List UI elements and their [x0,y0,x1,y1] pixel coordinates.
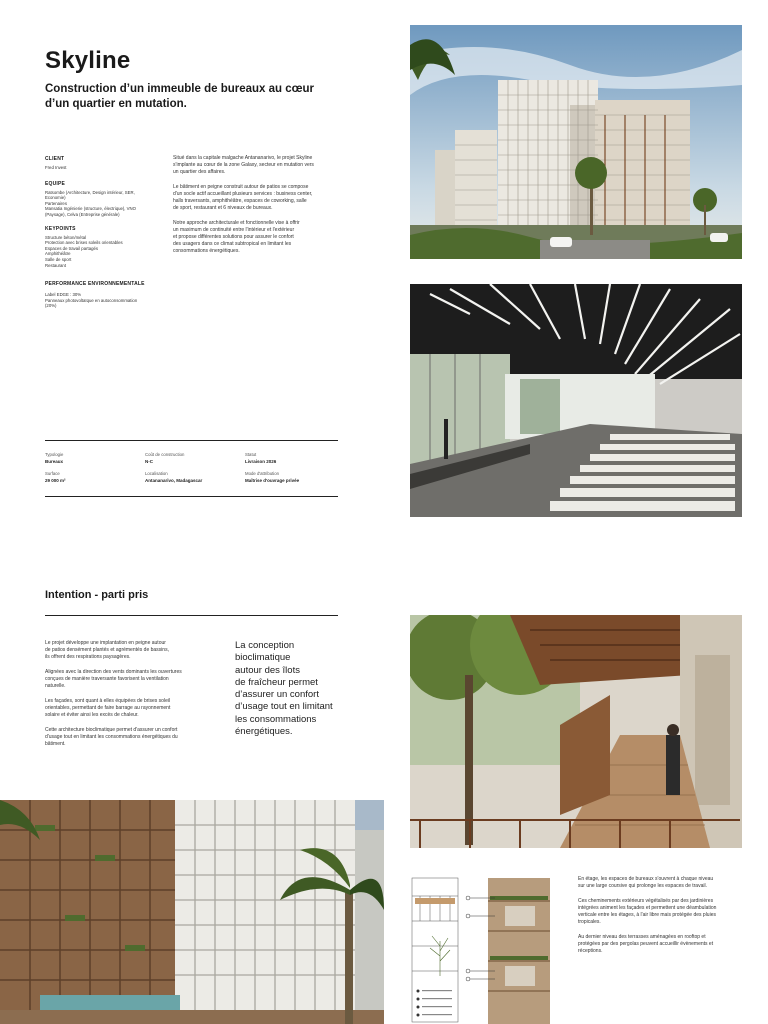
meta-key: Mode d'attribution [245,471,280,476]
page-subtitle: Construction d’un immeuble de bureaux au cœur d’un quartier en mutation. [45,83,314,110]
auditorium-render-image [410,284,742,517]
text-line: tropicales. [578,919,601,925]
description-paragraph [173,184,343,212]
quote-line: bioclimatique [235,652,291,664]
text-line: bâtiment. [45,741,66,747]
quote-line: La conception [235,640,295,651]
keypoint-item: Salle de sport [45,256,72,262]
meta-key: Surface [45,471,60,476]
page-title: Skyline [45,47,131,74]
meta-value: N-C [145,459,153,464]
exterior-render-image [410,25,742,259]
keypoint-item: Amphithéâtre [45,251,71,257]
text-line: de patios densément plantés et agrémentés de bassins, [45,647,169,653]
text-line: Notre approche architecturale et fonctionnelle vise à offrir [173,220,300,226]
keypoint-item: Protection avec brises soleils orientables [45,240,123,246]
meta-key: Typologie [45,452,64,457]
meta-value: Livraison 2026 [245,459,277,464]
meta-typologie [45,452,63,464]
text-line: de sport, restaurant et 6 niveaux de bureaux. [173,205,273,211]
performance-line: Panneaux photovoltaïque en autoconsommation [45,297,138,303]
quote-line: les consommations [235,713,317,725]
text-line: halls traversants, amphithéâtre, espaces de coworking, salle [173,198,307,204]
text-line: un quartier des affaires. [173,169,226,175]
text-line: Le projet développe une implantation en peigne autour [45,640,166,646]
meta-surface [45,471,66,483]
text-line: solaire et éviter ainsi les excès de chaleur. [45,712,139,718]
description-paragraph [173,220,343,255]
quote-line: de fraîcheur permet [235,676,318,688]
text-line: orientables, permettant de faire barrage au rayonnement [45,705,171,711]
text-line: Alignées avec la direction des vents dominants les ouvertures [45,669,182,675]
equipe-line: (Paysage), Celva (Entreprise générale) [45,211,120,217]
meta-value: Bureaux [45,459,64,464]
quote-line: autour des îlots [235,664,300,676]
text-line: et propose différentes solutions pour assurer le confort [173,234,294,240]
keypoints-label: KEYPOINTS [45,225,76,232]
text-line: Ces cheminements extérieurs végétalisés par des jardinières [578,898,714,904]
text-line: d'un socle actif accueillant plusieurs services : business center, [173,191,313,197]
equipe-line: Ratsombe (Architecture, Design intérieur, SER, [45,189,135,195]
meta-key: Coût de construction [145,452,185,457]
courtyard-render-image [0,800,384,1024]
intention-paragraph [45,669,220,690]
section-drawing-image [410,876,552,1024]
client-value: Fred Invest [45,165,67,170]
facade-description [578,876,748,955]
performance-line: (20%) [45,303,57,309]
text-line: Situé dans la capitale malgache Antananarivo, le projet Skyline [173,155,313,161]
text-line: Au dernier niveau des terrasses aménagées en rooftop et [578,934,706,940]
project-description [173,155,343,255]
performance-label: PERFORMANCE ENVIRONNEMENTALE [45,281,145,288]
text-line: d'usage tout en limitant les consommations énergétiques du [45,734,178,740]
text-line: sur une large coursive qui prolonge les espaces de travail. [578,883,707,889]
info-column [45,156,160,309]
equipe-line: Partenaires [45,200,67,206]
text-line: s'implante au cœur de la zone Galaxy, secteur en mutation vers [173,162,314,168]
text-line: naturelle. [45,683,66,689]
text-line: protégées par des pergolas peuvent accueillir évènements et [578,941,714,947]
performance-list [45,292,160,309]
intention-paragraph [45,698,220,719]
keypoints-list [45,235,160,269]
meta-key: Statut [245,452,257,457]
quote-line: d’assurer un confort [235,689,319,701]
intention-rule [45,615,338,616]
facade-paragraph [578,898,748,926]
meta-localisation [145,471,202,483]
meta-value: Antananarivo, Madagascar [145,478,203,483]
text-line: conçues de manière traversante favorisent la ventilation [45,676,169,682]
walkway-render-image [410,615,742,848]
keypoint-item: Structure béton/métal [45,234,87,240]
client-label: CLIENT [45,156,65,162]
keypoint-item: Espaces de travail partagés [45,245,99,251]
intention-text [45,640,220,748]
performance-line: Label EDGE : 30% [45,292,82,298]
meta-top-rule [45,440,338,441]
meta-statut [245,452,276,464]
text-line: consommations énergétiques. [173,248,240,254]
intention-heading: Intention - parti pris [45,589,149,601]
meta-mode [245,471,299,483]
text-line: ils offrent des respirations paysagères. [45,654,131,660]
text-line: un maximum de continuité entre l'intérieur et l'extérieur [173,227,295,233]
description-paragraph [173,155,343,176]
text-line: Les façades, sont quant à elles équipées de brises soleil [45,698,171,704]
equipe-line: Mansatia Ingénierie (structure, électrique), VNO [45,206,136,212]
text-line: En étage, les espaces de bureaux s'ouvrent à chaque niveau [578,876,714,882]
meta-value: 29 000 m² [45,478,66,483]
intention-paragraph [45,640,220,661]
keypoint-item: Restaurant [45,262,67,268]
text-line: Cette architecture bioclimatique permet d'assurer un confort [45,727,178,733]
text-line: intégrées animent les façades et permettent une déambulation [578,905,717,911]
text-line: Le bâtiment en peigne construit autour de patios se compose [173,184,309,190]
meta-key: Localisation [145,471,168,476]
equipe-line: Economie) [45,195,66,201]
intention-paragraph [45,727,220,748]
equipe-list [45,190,160,218]
text-line: verticale entre les étages, à l'air libre mais protégée des pluies [578,912,716,918]
meta-value: Maîtrise d'ouvrage privée [245,478,300,483]
text-line: réceptions. [578,948,603,954]
quote-line: énergétiques. [235,726,293,738]
facade-paragraph [578,934,748,955]
equipe-label: EQUIPE [45,180,66,187]
meta-bottom-rule [45,496,338,497]
pull-quote [235,640,345,738]
facade-paragraph [578,876,748,890]
text-line: des usagers dans ce climat subtropical en limitant les [173,241,292,247]
meta-cout [145,452,184,464]
quote-line: d’usage tout en limitant [235,701,333,713]
